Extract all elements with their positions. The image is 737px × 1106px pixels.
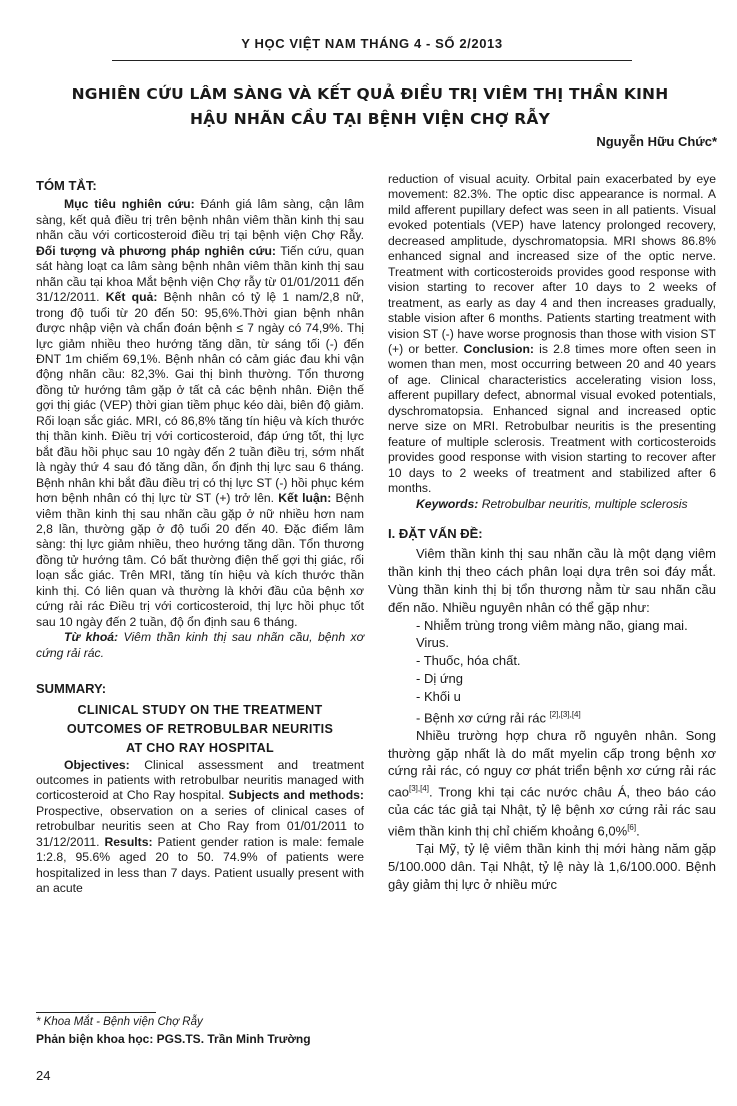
tomtat-heading: TÓM TẮT: xyxy=(36,178,97,193)
article-title xyxy=(70,82,670,132)
methods-text: Tiến cứu, quan sát hàng loạt ca lâm sàng bệnh nhân viêm thần kinh thị sau nhãn cầu tại khoa Mắt bệnh viện Chợ rẫy từ 01/01/2011 đến 31/12/2011. xyxy=(36,243,364,305)
summary-title xyxy=(36,701,364,758)
en-results-label: Results: xyxy=(104,834,153,849)
en-subjects-label: Subjects and methods: xyxy=(228,788,364,803)
para2-ref-1: [3],[4] xyxy=(408,784,429,794)
page-number: 24 xyxy=(36,1068,51,1083)
summary-continued xyxy=(388,172,716,497)
cause-item-5-ref: [2],[3],[4] xyxy=(549,709,581,719)
en-keywords-text: Retrobulbar neuritis, multiple sclerosis xyxy=(478,496,688,511)
en-objectives-text: Clinical assessment and treatment outcomes in patients with retrobulbar neuritis managed with corticosteroid at Cho Ray hospital. xyxy=(36,757,364,803)
vi-keywords xyxy=(36,630,364,661)
section-1-heading: I. ĐẶT VẤN ĐỀ: xyxy=(388,525,483,541)
cause-item-1: - Nhiễm trùng trong viêm màng não, giang mai. Virus. xyxy=(416,617,688,651)
conclusion-text: Bệnh viêm thần kinh thị sau nhãn cầu gặp ở nữ nhiều hơn nam 2,8 lần, thường gặp ở độ tuổi 20 đến 40. Đặc điểm lâm sàng: thị lực giảm nhiều, theo hướng tăng dần. Tổn thương đồng tử hướng tâm. Có bất thường điện thế gợi thị giác, rối loạn sắc giác. Trên MRI, tăng tín hiệu và kích thước thần kinh thị. Có liên quan và thường là khởi đầu của bệnh xơ cứng rải rác Điều trị với corticosteroid, thị lực hồi phục tốt sau 10 ngày đến 2 tuần, độ ổn định sau 6 tháng. xyxy=(36,491,364,629)
en-results-text: Patient gender ration is male: female 1:2.8, 95.6% aged 20 to 50. 74.9% of patients were hospitalized in less than 7 days. Patient usually present with an acute xyxy=(36,834,364,896)
en-subjects-text: Prospective, observation on a series of clinical cases of retrobulbar neuritis seen at Cho Ray from 01/01/2011 to 31/12/2011. xyxy=(36,803,364,849)
left-column xyxy=(36,172,364,897)
cause-item-5 xyxy=(388,706,716,727)
header-rule xyxy=(112,60,632,61)
en-keywords xyxy=(388,497,716,512)
summary-heading: SUMMARY: xyxy=(36,681,107,697)
para2-part-b: . Trong khi tại các nước châu Á, theo báo cáo của các tác giả tại Nhật, tỷ lệ bệnh xơ cứng rải rác sau viêm thần kinh thị chỉ chiếm khoảng 6,0% xyxy=(388,784,716,839)
affiliation-footnote: * Khoa Mắt - Bệnh viện Chợ Rẫy xyxy=(36,1016,203,1028)
objective-label: Mục tiêu nghiên cứu: xyxy=(64,197,195,212)
summary-title-line-1: CLINICAL STUDY ON THE TREATMENT xyxy=(77,702,323,717)
section-1-para-3: Tại Mỹ, tỷ lệ viêm thần kinh thị mới hàng năm gặp 5/100.000 dân. Tại Nhật, tỷ lệ này là 1,6/100.000. Bệnh gây giảm thị lực ở nhiều mức xyxy=(388,841,716,892)
tomtat-paragraph xyxy=(36,197,364,630)
en-objectives-label: Objectives: xyxy=(64,757,130,772)
reviewer-note: Phản biện khoa học: PGS.TS. Trần Minh Trường xyxy=(36,1032,311,1046)
cause-item-3: - Dị ứng xyxy=(416,671,463,686)
title-line-1: NGHIÊN CỨU LÂM SÀNG VÀ KẾT QUẢ ĐIỀU TRỊ VIÊM THỊ THẦN KINH xyxy=(71,85,669,103)
para2-part-c: . xyxy=(636,823,640,839)
en-results-continued: reduction of visual acuity. Orbital pain exacerbated by eye movement: 82.3%. The optic disc appearance is normal. A mild afferent pupillary defect was seen in all patients. Visual evoked potentials (VEP) have latency prolonged recovery, decreased amplitude, dyschromatopsia. MRI shows 86.8% enhanced signal and increased size of the optic nerve. Treatment with corticosteroids provides good response with vision starting to recover after 10 days to 2 weeks of treatment, as early as day 4 and then increases gradually, stable vision after 6 months. Patients starting treatment with vision ST (-) have worse prognosis than those with vision ST (+) or better. xyxy=(388,172,716,356)
objective-text: Đánh giá lâm sàng, cận lâm sàng, kết quả điều trị trên bệnh nhân viêm thần kinh thị sau nhãn cầu với corticosteroid điều trị tại bệnh viện Chợ Rẫy. xyxy=(36,197,364,243)
summary-title-line-2: OUTCOMES OF RETROBULBAR NEURITIS xyxy=(66,721,334,736)
footnote-rule xyxy=(36,1012,156,1013)
results-text: Bệnh nhân có tỷ lệ 1 nam/2,8 nữ, trong độ tuổi từ 20 đến 50: 95,6%.Thời gian bệnh nhân được nhập viện và chẩn đoán bệnh ≤ 7 ngày có 74,9%. Thị lực giảm nhiều theo hướng tăng dần, từ sáng tối (-) đến ĐNT 1m chiếm 69,1%. Bệnh nhân có cảm giác đau khi vận động nhãn cầu: 82,3%. Gai thị bình thường. Tổn thương đồng tử hướng tâm gặp ở tất cả các bệnh nhân. Điện thế gợi thị giác (VEP) thời gian tiềm phục kéo dài, biên độ giảm. Rối loạn sắc giác. MRI, có 86,8% tăng tín hiệu và kích thước thị thần kinh. Điều trị với corticosteroid, đáp ứng tốt, thị lực bắt đầu hồi phục sau 10 ngày đến 2 tuần điều trị, sớm nhất là ngày thứ 4 sau đó tăng dần, ổn định thị lực sau 6 tháng. Bệnh nhân khi bắt đầu điều trị có thị lực ST (-) hồi phục kém hơn bệnh nhân có thị lực từ ST (+) trở lên. xyxy=(36,290,365,506)
author: Nguyễn Hữu Chức* xyxy=(596,134,717,149)
methods-label: Đối tượng và phương pháp nghiên cứu: xyxy=(36,243,276,258)
cause-item-4: - Khối u xyxy=(416,688,461,704)
para2-ref-2: [6] xyxy=(627,823,637,833)
cause-item-5-text: - Bệnh xơ cứng rải rác xyxy=(416,709,546,725)
section-1-para-1: Viêm thần kinh thị sau nhãn cầu là một dạng viêm thần kinh thị theo cách phân loại dựa trên soi đáy mắt. Vùng thần kinh thị bị tổn thương nằm từ sau nhãn cầu đến não. Nhiều nguyên nhân có thể gặp như: xyxy=(388,546,716,615)
para2-part-a: Nhiều trường hợp chưa rõ nguyên nhân. Song thường gặp nhất là do mất myelin cấp trong bệnh xơ cứng rải rác, có nguy cơ phát triển bệnh xơ cứng rải rác cao xyxy=(388,727,716,800)
en-conclusion-text: is 2.8 times more often seen in women than men, most occurring between 20 and 40 years of age. Clinical characteristics accelerating vision loss, afferent pupillary defect, abnormal visual evoked potentials, dyschromatopsia. Enhanced signal and increased optic nerve size on MRI. Retrobulbar neuritis is the presenting feature of multiple sclerosis. Treatment with corticosteroids provides good response with vision starting to recover after 10 days to 2 weeks of treatment and stabilized after 6 months. xyxy=(388,341,716,496)
en-keywords-label: Keywords: xyxy=(416,496,479,511)
title-line-2: HẬU NHÃN CẦU TẠI BỆNH VIỆN CHỢ RẪY xyxy=(189,110,551,128)
vi-keywords-label: Từ khoá: xyxy=(64,630,119,645)
results-label: Kết quả: xyxy=(105,290,158,305)
summary-paragraph xyxy=(36,758,364,897)
section-1-para-2 xyxy=(388,727,716,840)
conclusion-label: Kết luận: xyxy=(278,491,332,506)
en-conclusion-label: Conclusion: xyxy=(463,341,534,356)
summary-title-line-3: AT CHO RAY HOSPITAL xyxy=(126,740,274,755)
right-column xyxy=(388,172,716,894)
cause-item-2: - Thuốc, hóa chất. xyxy=(416,653,521,669)
section-1-body xyxy=(388,545,716,893)
vi-keywords-text: Viêm thần kinh thị sau nhãn cầu, bệnh xơ cứng rải rác. xyxy=(36,630,365,660)
journal-header: Y HỌC VIỆT NAM THÁNG 4 - SỐ 2/2013 xyxy=(241,36,503,51)
